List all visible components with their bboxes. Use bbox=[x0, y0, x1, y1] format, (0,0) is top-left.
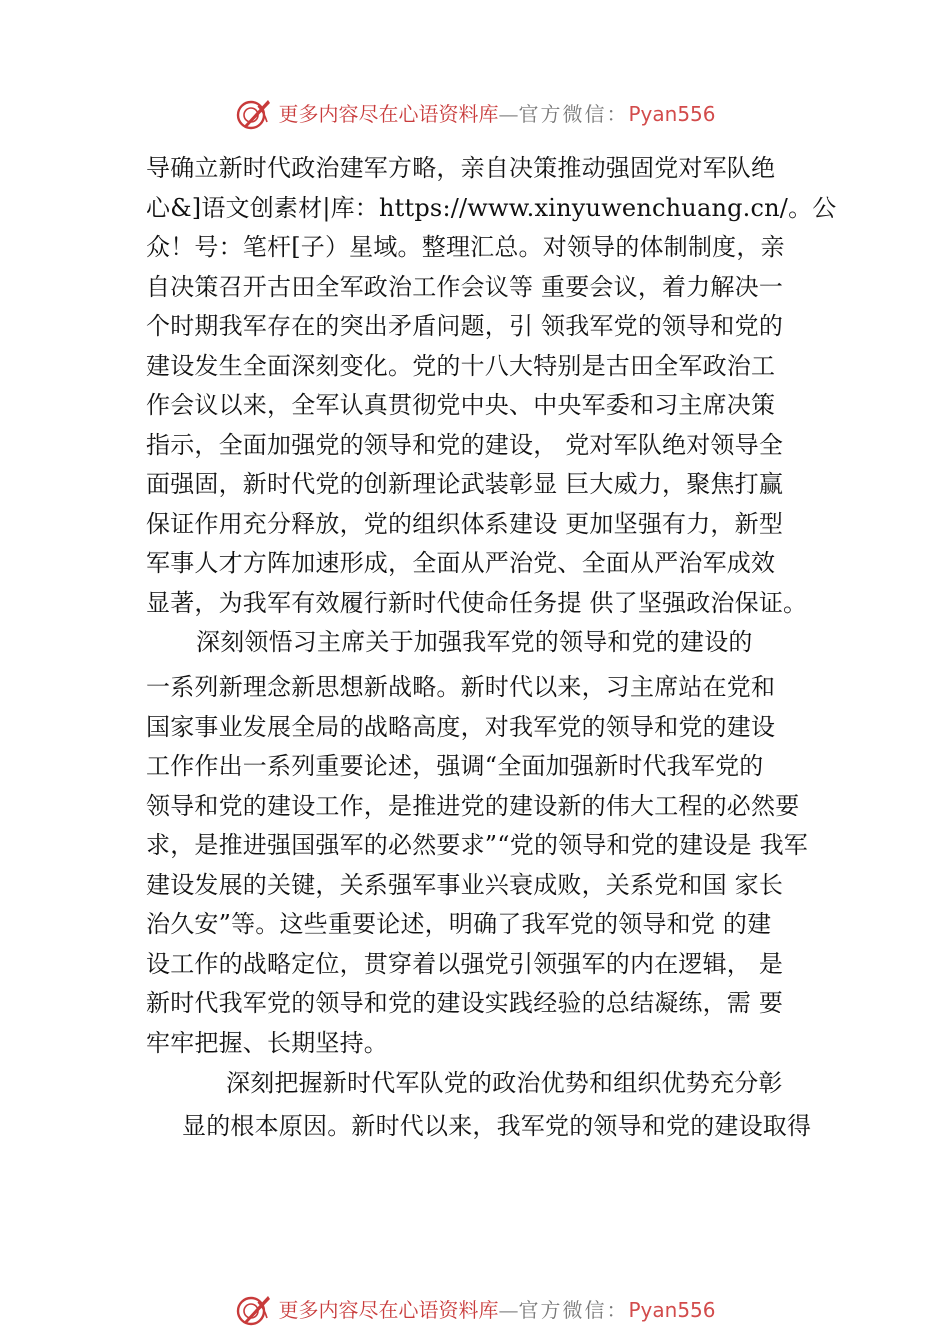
pen-logo-icon bbox=[234, 96, 274, 132]
text-line: 治久安”等。这些重要论述，明确了我军党的领导和党 的建 bbox=[146, 910, 772, 938]
text-line: 显著，为我军有效履行新时代使命任务提 供了坚强政治保证。 bbox=[146, 589, 808, 617]
text-line: 工作作出一系列重要论述，强调“全面加强新时代我军党的 bbox=[146, 752, 764, 780]
text-line: 导确立新时代政治建军方略，亲自决策推动强固党对军队绝 bbox=[146, 154, 776, 182]
text-line: 众！号：笔杆[子）星域。整理汇总。对领导的体制制度，亲 bbox=[146, 233, 785, 261]
text-line: 设工作的战略定位，贯穿着以强党引领强军的内在逻辑， 是 bbox=[146, 950, 784, 978]
text-line: 面强固，新时代党的创新理论武装彰显 巨大威力，聚焦打赢 bbox=[146, 470, 784, 498]
text-line: 建设发展的关键，关系强军事业兴衰成败，关系党和国 家长 bbox=[146, 871, 784, 899]
text-line: 作会议以来，全军认真贯彻党中央、中央军委和习主席决策 bbox=[146, 391, 776, 419]
text-line: 求，是推进强国强军的必然要求”“党的领导和党的建设是 我军 bbox=[146, 831, 808, 859]
text-line: 深刻领悟习主席关于加强我军党的领导和党的建设的 bbox=[196, 628, 753, 656]
banner-separator: — bbox=[498, 102, 519, 126]
text-line: 一系列新理念新思想新战略。新时代以来，习主席站在党和 bbox=[146, 673, 776, 701]
text-line: 国家事业发展全局的战略高度，对我军党的领导和党的建设 bbox=[146, 713, 776, 741]
banner-wechat-id: Pyan556 bbox=[628, 1298, 716, 1322]
banner-site-name: 更多内容尽在心语资料库 bbox=[278, 102, 499, 126]
text-line: 保证作用充分释放，党的组织体系建设 更加坚强有力，新型 bbox=[146, 510, 784, 538]
header-banner bbox=[0, 94, 950, 134]
text-line: 建设发生全面深刻变化。党的十八大特别是古田全军政治工 bbox=[146, 352, 776, 380]
text-line: 指示，全面加强党的领导和党的建设， 党对军队绝对领导全 bbox=[146, 431, 784, 459]
footer-banner-text bbox=[278, 1292, 715, 1328]
banner-separator: — bbox=[498, 1298, 519, 1322]
text-line: 显的根本原因。新时代以来，我军党的领导和党的建设取得 bbox=[182, 1112, 812, 1140]
text-line: 领导和党的建设工作，是推进党的建设新的伟大工程的必然要 bbox=[146, 792, 800, 820]
pen-logo-icon bbox=[234, 1292, 274, 1328]
text-line: 个时期我军存在的突出矛盾问题，引 领我军党的领导和党的 bbox=[146, 312, 784, 340]
text-line: 军事人才方阵加速形成，全面从严治党、全面从严治军成效 bbox=[146, 549, 776, 577]
text-line: 心&]语文创素材|库：https://www.xinyuwenchuang.cn/。公 bbox=[146, 194, 837, 222]
banner-site-name: 更多内容尽在心语资料库 bbox=[278, 1298, 499, 1322]
text-line: 新时代我军党的领导和党的建设实践经验的总结凝练，需 要 bbox=[146, 989, 784, 1017]
header-banner-text bbox=[278, 96, 715, 132]
banner-wechat-label: 官方微信： bbox=[518, 102, 629, 126]
footer-banner bbox=[0, 1290, 950, 1330]
text-line: 自决策召开古田全军政治工作会议等 重要会议，着力解决一 bbox=[146, 273, 784, 301]
banner-wechat-label: 官方微信： bbox=[518, 1298, 629, 1322]
text-line: 深刻把握新时代军队党的政治优势和组织优势充分彰 bbox=[226, 1069, 783, 1097]
text-line: 牢牢把握、长期坚持。 bbox=[146, 1029, 388, 1057]
banner-wechat-id: Pyan556 bbox=[628, 102, 716, 126]
